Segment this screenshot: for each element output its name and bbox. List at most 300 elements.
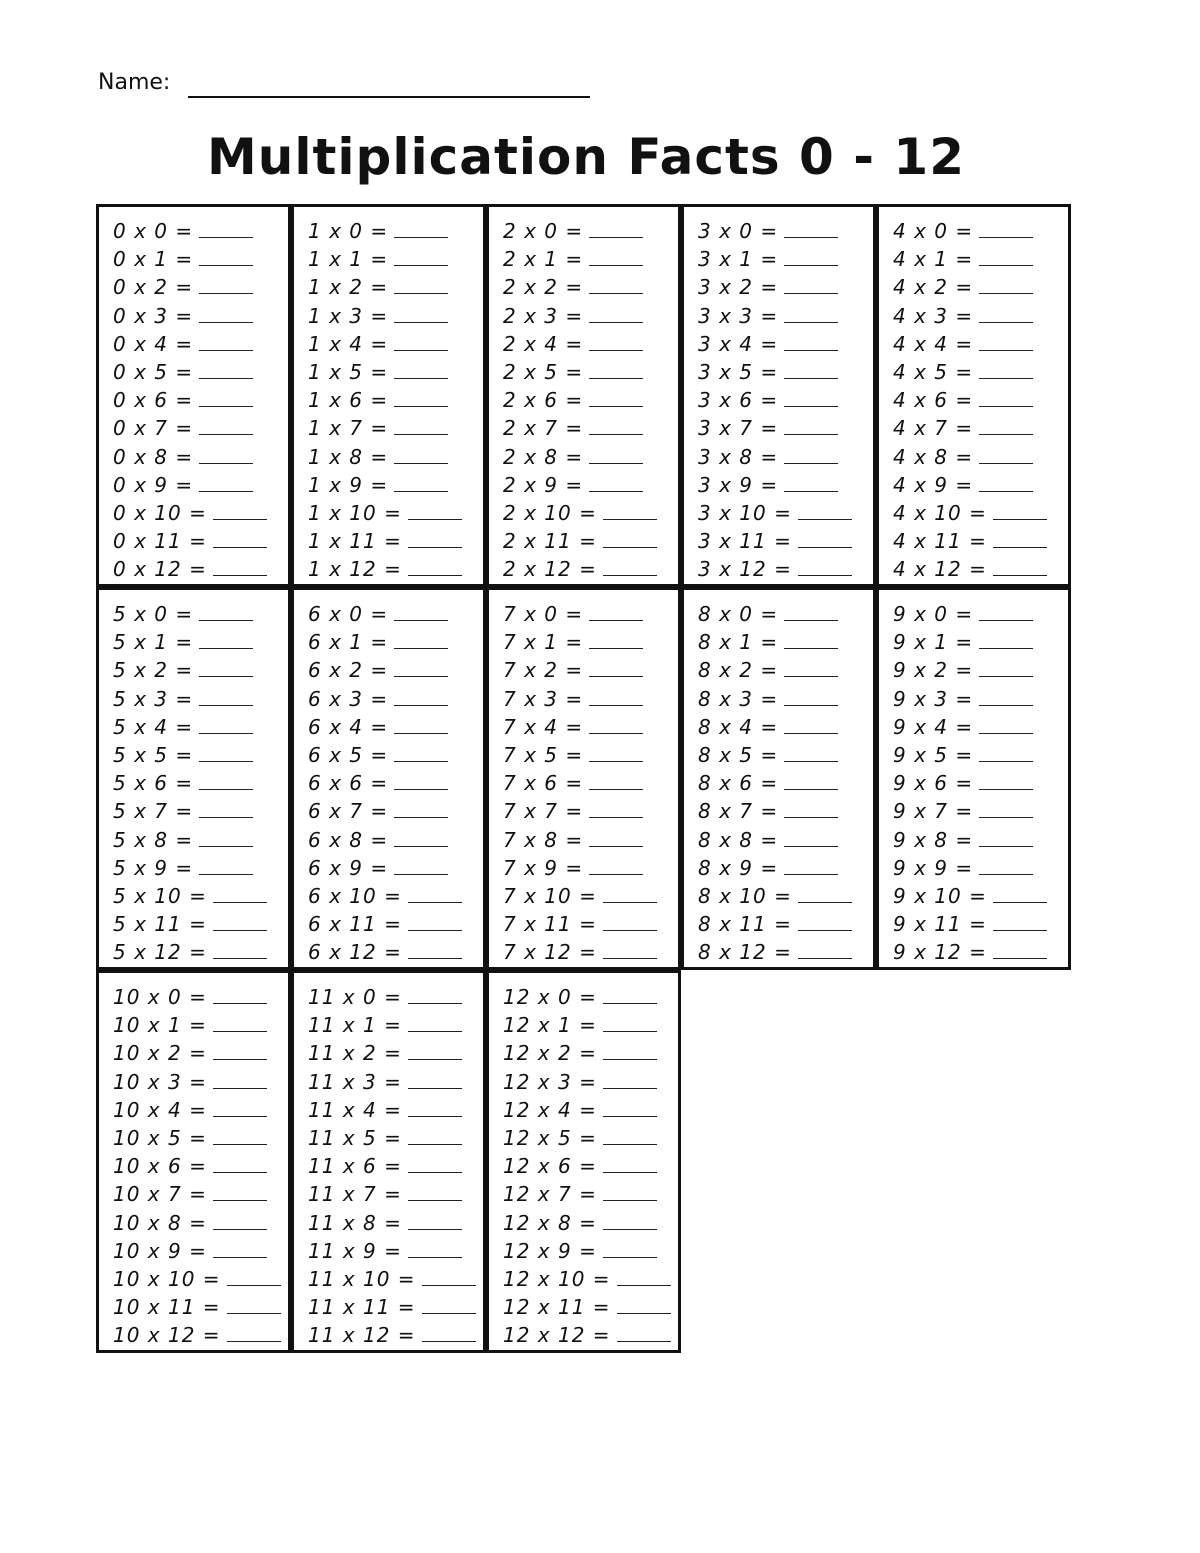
fact-row: [113, 1152, 281, 1180]
fact-row: [308, 358, 462, 386]
fact-row: [893, 685, 1047, 713]
answer-blank[interactable]: [394, 304, 448, 323]
fact-row: [698, 273, 852, 301]
answer-blank[interactable]: [199, 219, 253, 238]
answer-blank[interactable]: [979, 828, 1033, 847]
answer-blank[interactable]: [199, 856, 253, 875]
fact-row: [113, 499, 267, 527]
fact-row: [308, 938, 462, 966]
fact-row: [893, 854, 1047, 882]
answer-blank[interactable]: [394, 332, 448, 351]
answer-blank[interactable]: [603, 1211, 657, 1230]
answer-blank[interactable]: [589, 332, 643, 351]
fact-row: [893, 600, 1047, 628]
answer-blank[interactable]: [199, 360, 253, 379]
answer-blank[interactable]: [394, 360, 448, 379]
fact-label: 4 x 2 =: [893, 275, 974, 300]
answer-blank[interactable]: [408, 1239, 462, 1258]
answer-blank[interactable]: [603, 884, 657, 903]
fact-row: [113, 1068, 281, 1096]
fact-row: [698, 854, 852, 882]
fact-table: [681, 204, 876, 587]
answer-blank[interactable]: [213, 1041, 267, 1060]
answer-blank[interactable]: [784, 715, 838, 734]
answer-blank[interactable]: [603, 1013, 657, 1032]
fact-label: 0 x 12 =: [113, 557, 207, 582]
answer-blank[interactable]: [199, 388, 253, 407]
answer-blank[interactable]: [199, 658, 253, 677]
fact-label: 5 x 8 =: [113, 827, 194, 852]
answer-blank[interactable]: [979, 275, 1033, 294]
fact-label: 4 x 10 =: [893, 500, 987, 525]
fact-label: 6 x 8 =: [308, 827, 389, 852]
fact-label: 3 x 1 =: [698, 247, 779, 272]
answer-blank[interactable]: [589, 658, 643, 677]
answer-blank[interactable]: [589, 630, 643, 649]
answer-blank[interactable]: [199, 304, 253, 323]
answer-blank[interactable]: [993, 501, 1047, 520]
answer-blank[interactable]: [603, 1041, 657, 1060]
answer-blank[interactable]: [394, 445, 448, 464]
answer-blank[interactable]: [213, 985, 267, 1004]
answer-blank[interactable]: [213, 940, 267, 959]
answer-blank[interactable]: [784, 771, 838, 790]
answer-blank[interactable]: [589, 388, 643, 407]
fact-table: [486, 204, 681, 587]
fact-row: [503, 1180, 671, 1208]
fact-row: [503, 1265, 671, 1293]
answer-blank[interactable]: [784, 856, 838, 875]
answer-blank[interactable]: [213, 1154, 267, 1173]
fact-label: 12 x 2 =: [503, 1041, 597, 1066]
fact-label: 11 x 9 =: [308, 1238, 402, 1263]
answer-blank[interactable]: [213, 1182, 267, 1201]
fact-list: [893, 600, 1047, 966]
answer-blank[interactable]: [408, 501, 462, 520]
answer-blank[interactable]: [394, 771, 448, 790]
answer-blank[interactable]: [422, 1267, 476, 1286]
fact-row: [893, 443, 1047, 471]
answer-blank[interactable]: [603, 501, 657, 520]
answer-blank[interactable]: [394, 219, 448, 238]
fact-label: 9 x 6 =: [893, 771, 974, 796]
answer-blank[interactable]: [798, 557, 852, 576]
answer-blank[interactable]: [213, 1126, 267, 1145]
answer-blank[interactable]: [394, 602, 448, 621]
fact-row: [698, 826, 852, 854]
fact-label: 0 x 7 =: [113, 416, 194, 441]
answer-blank[interactable]: [979, 771, 1033, 790]
answer-blank[interactable]: [617, 1295, 671, 1314]
answer-blank[interactable]: [979, 219, 1033, 238]
fact-label: 8 x 0 =: [698, 602, 779, 626]
answer-blank[interactable]: [603, 940, 657, 959]
answer-blank[interactable]: [408, 1070, 462, 1089]
answer-blank[interactable]: [589, 856, 643, 875]
fact-label: 8 x 8 =: [698, 827, 779, 852]
answer-blank[interactable]: [422, 1323, 476, 1342]
fact-row: [308, 741, 462, 769]
fact-row: [308, 273, 462, 301]
answer-blank[interactable]: [603, 985, 657, 1004]
fact-row: [503, 854, 657, 882]
answer-blank[interactable]: [213, 1070, 267, 1089]
fact-label: 4 x 0 =: [893, 219, 974, 243]
answer-blank[interactable]: [589, 275, 643, 294]
answer-blank[interactable]: [394, 416, 448, 435]
answer-blank[interactable]: [993, 940, 1047, 959]
answer-blank[interactable]: [408, 1154, 462, 1173]
answer-blank[interactable]: [603, 1154, 657, 1173]
answer-blank[interactable]: [979, 658, 1033, 677]
answer-blank[interactable]: [603, 1098, 657, 1117]
answer-blank[interactable]: [979, 388, 1033, 407]
answer-blank[interactable]: [408, 529, 462, 548]
answer-blank[interactable]: [798, 529, 852, 548]
answer-blank[interactable]: [784, 388, 838, 407]
answer-blank[interactable]: [979, 630, 1033, 649]
answer-blank[interactable]: [993, 557, 1047, 576]
answer-blank[interactable]: [213, 884, 267, 903]
answer-blank[interactable]: [199, 828, 253, 847]
answer-blank[interactable]: [589, 799, 643, 818]
fact-row: [308, 1039, 476, 1067]
fact-label: 9 x 8 =: [893, 827, 974, 852]
answer-blank[interactable]: [993, 884, 1047, 903]
fact-label: 6 x 1 =: [308, 630, 389, 655]
answer-blank[interactable]: [394, 715, 448, 734]
answer-blank[interactable]: [199, 771, 253, 790]
fact-label: 9 x 1 =: [893, 630, 974, 655]
fact-label: 6 x 9 =: [308, 855, 389, 880]
fact-label: 1 x 4 =: [308, 331, 389, 356]
fact-row: [698, 910, 852, 938]
answer-blank[interactable]: [394, 799, 448, 818]
fact-label: 4 x 12 =: [893, 557, 987, 582]
answer-blank[interactable]: [408, 557, 462, 576]
answer-blank[interactable]: [213, 1013, 267, 1032]
fact-label: 3 x 8 =: [698, 444, 779, 469]
answer-blank[interactable]: [394, 856, 448, 875]
fact-label: 0 x 2 =: [113, 275, 194, 300]
answer-blank[interactable]: [213, 1098, 267, 1117]
fact-label: 10 x 3 =: [113, 1069, 207, 1094]
answer-blank[interactable]: [199, 275, 253, 294]
answer-blank[interactable]: [979, 473, 1033, 492]
answer-blank[interactable]: [784, 828, 838, 847]
fact-row: [503, 273, 657, 301]
answer-blank[interactable]: [589, 715, 643, 734]
answer-blank[interactable]: [784, 304, 838, 323]
answer-blank[interactable]: [213, 1239, 267, 1258]
answer-blank[interactable]: [408, 1013, 462, 1032]
answer-blank[interactable]: [798, 884, 852, 903]
fact-row: [113, 302, 267, 330]
answer-blank[interactable]: [199, 602, 253, 621]
fact-label: 11 x 12 =: [308, 1323, 416, 1348]
fact-label: 11 x 3 =: [308, 1069, 402, 1094]
fact-label: 0 x 8 =: [113, 444, 194, 469]
answer-blank[interactable]: [784, 687, 838, 706]
fact-label: 9 x 9 =: [893, 855, 974, 880]
answer-blank[interactable]: [213, 912, 267, 931]
answer-blank[interactable]: [589, 304, 643, 323]
fact-label: 3 x 11 =: [698, 529, 792, 554]
answer-blank[interactable]: [979, 743, 1033, 762]
answer-blank[interactable]: [784, 360, 838, 379]
fact-row: [113, 358, 267, 386]
answer-blank[interactable]: [979, 799, 1033, 818]
answer-blank[interactable]: [798, 501, 852, 520]
answer-blank[interactable]: [589, 687, 643, 706]
fact-label: 5 x 1 =: [113, 630, 194, 655]
fact-row: [698, 769, 852, 797]
answer-blank[interactable]: [213, 557, 267, 576]
answer-blank[interactable]: [979, 715, 1033, 734]
answer-blank[interactable]: [227, 1267, 281, 1286]
fact-row: [113, 1321, 281, 1349]
answer-blank[interactable]: [603, 557, 657, 576]
answer-blank[interactable]: [199, 799, 253, 818]
fact-label: 1 x 6 =: [308, 388, 389, 413]
fact-label: 2 x 6 =: [503, 388, 584, 413]
answer-blank[interactable]: [394, 658, 448, 677]
answer-blank[interactable]: [213, 529, 267, 548]
answer-blank[interactable]: [798, 940, 852, 959]
answer-blank[interactable]: [979, 445, 1033, 464]
fact-row: [503, 1039, 671, 1067]
answer-blank[interactable]: [979, 416, 1033, 435]
fact-label: 5 x 12 =: [113, 940, 207, 965]
answer-blank[interactable]: [227, 1323, 281, 1342]
fact-label: 3 x 3 =: [698, 303, 779, 328]
answer-blank[interactable]: [394, 388, 448, 407]
answer-blank[interactable]: [394, 275, 448, 294]
answer-blank[interactable]: [199, 687, 253, 706]
fact-row: [308, 302, 462, 330]
fact-row: [698, 302, 852, 330]
answer-blank[interactable]: [589, 828, 643, 847]
fact-row: [893, 741, 1047, 769]
answer-blank[interactable]: [422, 1295, 476, 1314]
fact-label: 11 x 10 =: [308, 1266, 416, 1291]
answer-blank[interactable]: [784, 602, 838, 621]
answer-blank[interactable]: [408, 884, 462, 903]
answer-blank[interactable]: [603, 1126, 657, 1145]
answer-blank[interactable]: [589, 743, 643, 762]
fact-label: 1 x 11 =: [308, 529, 402, 554]
fact-label: 7 x 11 =: [503, 912, 597, 937]
answer-blank[interactable]: [408, 1211, 462, 1230]
answer-blank[interactable]: [993, 529, 1047, 548]
answer-blank[interactable]: [408, 1041, 462, 1060]
fact-row: [503, 713, 657, 741]
answer-blank[interactable]: [589, 473, 643, 492]
fact-label: 2 x 0 =: [503, 219, 584, 243]
answer-blank[interactable]: [199, 332, 253, 351]
fact-label: 9 x 0 =: [893, 602, 974, 626]
fact-label: 2 x 8 =: [503, 444, 584, 469]
fact-row: [113, 600, 267, 628]
fact-row: [308, 527, 462, 555]
answer-blank[interactable]: [589, 360, 643, 379]
fact-list: [113, 983, 281, 1349]
fact-row: [698, 358, 852, 386]
answer-blank[interactable]: [784, 658, 838, 677]
answer-blank[interactable]: [408, 1098, 462, 1117]
answer-blank[interactable]: [394, 687, 448, 706]
fact-label: 7 x 8 =: [503, 827, 584, 852]
fact-row: [308, 1180, 476, 1208]
fact-row: [893, 217, 1047, 245]
fact-row: [893, 769, 1047, 797]
answer-blank[interactable]: [784, 799, 838, 818]
fact-label: 4 x 3 =: [893, 303, 974, 328]
answer-blank[interactable]: [617, 1323, 671, 1342]
answer-blank[interactable]: [227, 1295, 281, 1314]
answer-blank[interactable]: [199, 416, 253, 435]
fact-row: [113, 882, 267, 910]
name-field[interactable]: [188, 96, 590, 98]
fact-row: [308, 555, 462, 583]
answer-blank[interactable]: [199, 715, 253, 734]
fact-row: [308, 499, 462, 527]
answer-blank[interactable]: [784, 219, 838, 238]
answer-blank[interactable]: [979, 602, 1033, 621]
fact-label: 9 x 3 =: [893, 686, 974, 711]
answer-blank[interactable]: [213, 1211, 267, 1230]
fact-row: [308, 1124, 476, 1152]
fact-list: [308, 600, 462, 966]
answer-blank[interactable]: [784, 275, 838, 294]
fact-row: [893, 628, 1047, 656]
fact-label: 10 x 11 =: [113, 1295, 221, 1320]
fact-row: [308, 414, 462, 442]
fact-row: [503, 443, 657, 471]
fact-label: 5 x 2 =: [113, 658, 194, 683]
answer-blank[interactable]: [603, 1070, 657, 1089]
answer-blank[interactable]: [394, 247, 448, 266]
fact-row: [503, 685, 657, 713]
fact-row: [308, 1152, 476, 1180]
fact-row: [503, 882, 657, 910]
answer-blank[interactable]: [589, 445, 643, 464]
fact-label: 8 x 9 =: [698, 855, 779, 880]
fact-label: 1 x 10 =: [308, 500, 402, 525]
fact-label: 0 x 10 =: [113, 500, 207, 525]
answer-blank[interactable]: [589, 602, 643, 621]
answer-blank[interactable]: [199, 630, 253, 649]
fact-label: 8 x 11 =: [698, 912, 792, 937]
answer-blank[interactable]: [979, 247, 1033, 266]
answer-blank[interactable]: [979, 687, 1033, 706]
answer-blank[interactable]: [784, 473, 838, 492]
fact-row: [893, 882, 1047, 910]
fact-label: 10 x 2 =: [113, 1041, 207, 1066]
fact-row: [308, 1011, 476, 1039]
answer-blank[interactable]: [408, 985, 462, 1004]
fact-label: 12 x 1 =: [503, 1013, 597, 1038]
answer-blank[interactable]: [408, 940, 462, 959]
answer-blank[interactable]: [199, 445, 253, 464]
fact-row: [893, 302, 1047, 330]
fact-row: [113, 1011, 281, 1039]
fact-row: [503, 217, 657, 245]
answer-blank[interactable]: [394, 473, 448, 492]
fact-list: [893, 217, 1047, 583]
fact-label: 9 x 7 =: [893, 799, 974, 824]
answer-blank[interactable]: [784, 332, 838, 351]
fact-label: 0 x 0 =: [113, 219, 194, 243]
fact-row: [113, 217, 267, 245]
answer-blank[interactable]: [603, 529, 657, 548]
answer-blank[interactable]: [589, 771, 643, 790]
fact-row: [503, 302, 657, 330]
answer-blank[interactable]: [784, 247, 838, 266]
fact-label: 9 x 2 =: [893, 658, 974, 683]
answer-blank[interactable]: [784, 416, 838, 435]
fact-label: 5 x 4 =: [113, 714, 194, 739]
fact-label: 1 x 1 =: [308, 247, 389, 272]
answer-blank[interactable]: [603, 912, 657, 931]
fact-row: [503, 1152, 671, 1180]
fact-row: [113, 769, 267, 797]
fact-label: 8 x 4 =: [698, 714, 779, 739]
answer-blank[interactable]: [408, 1182, 462, 1201]
answer-blank[interactable]: [784, 445, 838, 464]
fact-label: 1 x 12 =: [308, 557, 402, 582]
answer-blank[interactable]: [979, 360, 1033, 379]
fact-label: 9 x 4 =: [893, 714, 974, 739]
answer-blank[interactable]: [394, 743, 448, 762]
answer-blank[interactable]: [199, 473, 253, 492]
answer-blank[interactable]: [394, 630, 448, 649]
answer-blank[interactable]: [589, 416, 643, 435]
answer-blank[interactable]: [979, 856, 1033, 875]
answer-blank[interactable]: [979, 304, 1033, 323]
fact-row: [113, 443, 267, 471]
fact-row: [698, 555, 852, 583]
answer-blank[interactable]: [784, 743, 838, 762]
answer-blank[interactable]: [993, 912, 1047, 931]
answer-blank[interactable]: [589, 219, 643, 238]
answer-blank[interactable]: [798, 912, 852, 931]
answer-blank[interactable]: [603, 1239, 657, 1258]
fact-label: 7 x 6 =: [503, 771, 584, 796]
answer-blank[interactable]: [408, 912, 462, 931]
fact-label: 12 x 8 =: [503, 1210, 597, 1235]
fact-row: [503, 330, 657, 358]
answer-blank[interactable]: [784, 630, 838, 649]
answer-blank[interactable]: [617, 1267, 671, 1286]
fact-row: [503, 471, 657, 499]
fact-label: 5 x 10 =: [113, 883, 207, 908]
answer-blank[interactable]: [213, 501, 267, 520]
fact-list: [113, 217, 267, 583]
answer-blank[interactable]: [603, 1182, 657, 1201]
answer-blank[interactable]: [199, 247, 253, 266]
answer-blank[interactable]: [589, 247, 643, 266]
fact-table: [96, 587, 291, 970]
fact-row: [698, 217, 852, 245]
answer-blank[interactable]: [979, 332, 1033, 351]
fact-label: 3 x 10 =: [698, 500, 792, 525]
fact-list: [503, 217, 657, 583]
answer-blank[interactable]: [199, 743, 253, 762]
answer-blank[interactable]: [394, 828, 448, 847]
fact-row: [503, 245, 657, 273]
answer-blank[interactable]: [408, 1126, 462, 1145]
